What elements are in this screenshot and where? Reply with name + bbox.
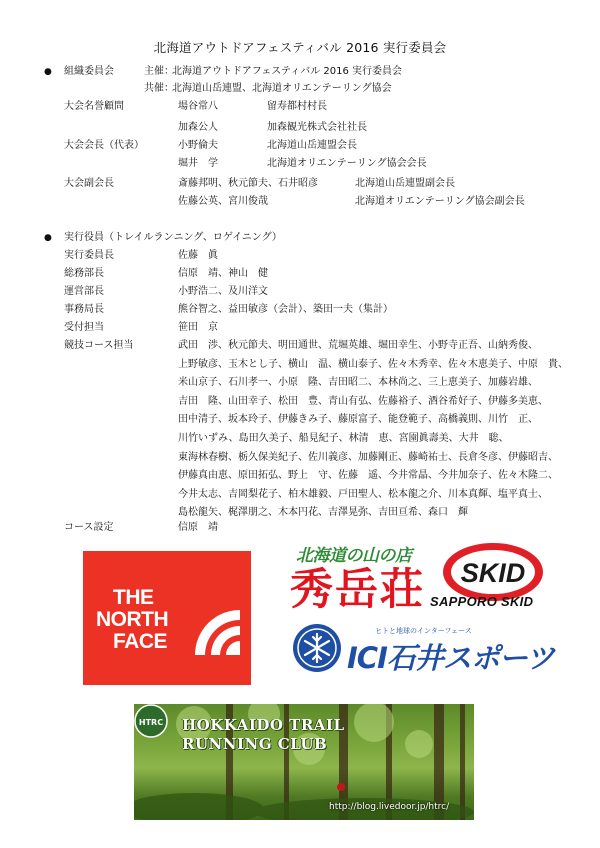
shugakuso-tagline: 北海道の山の店 <box>296 546 412 566</box>
role-value: 佐藤 眞 <box>178 250 218 261</box>
ici-ishii-sports-logo: ICI石井スポーツ <box>347 641 554 675</box>
north-face-logo <box>83 551 251 685</box>
htrc-badge-icon <box>134 704 168 738</box>
vice-names: 佐藤公英、宮川俊哉 <box>178 196 268 207</box>
tnf-word: THE <box>113 586 154 609</box>
role-label: 総務部長 <box>64 268 104 279</box>
honorary-title: 留寿都村村長 <box>267 101 327 112</box>
vice-title: 北海道オリエンテーリング協会副会長 <box>355 196 525 207</box>
competition-line: 吉田 隆、山田幸子、松田 豊、青山有弘、佐藤裕子、酒谷希好子、伊藤多美恵、 <box>178 395 548 407</box>
competition-line: 田中清子、坂本玲子、伊藤きみ子、藤原富子、能登範子、高橋義則、川竹 正、 <box>178 414 538 426</box>
skid-logo-text: SKID <box>460 558 526 588</box>
htrc-banner <box>134 704 474 820</box>
role-value: 信原 靖、神山 健 <box>178 268 268 279</box>
role-value: 熊谷智之、益田敏彦（会計）、築田一夫（集計） <box>178 304 393 315</box>
chair-title: 北海道オリエンテーリング協会会長 <box>267 158 427 169</box>
honorary-title: 加森観光株式会社社長 <box>267 122 367 133</box>
bullet-org: ● <box>44 67 52 77</box>
bullet-exec: ● <box>44 233 52 243</box>
competition-line: 島松龍矢、梶澤朋之、木本円花、吉澤晃弥、吉田亘希、森口 輝 <box>178 507 468 519</box>
course-label: コース設定 <box>64 522 114 533</box>
cohost-value: 北海道山岳連盟、北海道オリエンテーリング協会 <box>172 83 392 94</box>
htrc-url-link[interactable]: http://blog.livedoor.jp/htrc/ <box>329 802 450 812</box>
page-title: 北海道アウトドアフェスティバル 2016 実行委員会 <box>153 40 447 55</box>
chair-name: 小野倫夫 <box>178 140 218 151</box>
competition-line: 米山京子、石川孝一、小原 隆、吉田昭二、本林尚之、三上恵美子、加藤岩雄、 <box>178 377 538 389</box>
competition-line: 武田 渉、秋元節夫、明田通世、荒堀英雄、堀田幸生、小野寺正吾、山納秀俊、 <box>178 340 538 351</box>
htrc-badge-text: HTRC <box>138 718 164 727</box>
role-value: 笹田 京 <box>178 322 218 333</box>
chair-name: 堀井 学 <box>178 158 218 169</box>
role-label: 実行委員長 <box>64 250 114 261</box>
competition-line: 東海林春樹、栃久保美紀子、佐川義彦、加藤剛正、藤崎祐士、長倉冬彦、伊藤昭吉、 <box>178 451 558 463</box>
course-value: 信原 靖 <box>178 522 218 533</box>
shugakuso-logo: 秀岳荘 <box>290 565 425 615</box>
honorary-label: 大会名誉顧問 <box>64 101 124 112</box>
chair-title: 北海道山岳連盟会長 <box>267 140 357 151</box>
competition-line: 川竹いずみ、島田久美子、船見紀子、林清 恵、宮園眞壽美、大井 聡、 <box>178 432 509 444</box>
snowflake-icon <box>292 623 342 673</box>
role-label: 受付担当 <box>64 322 104 333</box>
vice-label: 大会副会長 <box>64 178 114 189</box>
role-value: 小野浩二、及川洋文 <box>178 286 268 297</box>
competition-line: 上野敏彦、玉木とし子、横山 温、横山泰子、佐々木秀幸、佐々木恵美子、中原 貴、 <box>178 358 568 370</box>
host-value: 北海道アウトドアフェスティバル 2016 実行委員会 <box>172 66 403 77</box>
competition-line: 今井太志、吉岡梨花子、柏木雄毅、戸田聖人、松本龍之介、川本真輝、塩平真士、 <box>178 488 548 500</box>
vice-title: 北海道山岳連盟副会長 <box>355 178 455 189</box>
htrc-title-line: RUNNING CLUB <box>182 735 328 753</box>
ici-tagline: ヒトと地球のインターフェース <box>375 627 472 635</box>
honorary-name: 加森公人 <box>178 122 218 133</box>
host-label: 主催： <box>144 66 174 77</box>
tnf-word: FACE <box>113 630 168 653</box>
competition-line: 伊藤真由恵、原田拓弘、野上 守、佐藤 遥、今井常晶、今井加奈子、佐々木隆二、 <box>178 470 558 482</box>
org-heading: 組織委員会 <box>64 66 114 77</box>
htrc-title-line: HOKKAIDO TRAIL <box>182 716 345 734</box>
exec-heading: 実行役員（トレイルランニング、ロゲイニング） <box>64 232 282 243</box>
honorary-name: 場谷常八 <box>178 101 218 112</box>
role-label: 事務局長 <box>64 304 104 315</box>
skid-subtitle: SAPPORO SKID <box>430 594 534 609</box>
vice-names: 斎藤邦明、秋元節夫、石井昭彦 <box>178 178 318 189</box>
role-label: 運営部長 <box>64 286 104 297</box>
competition-list <box>178 337 570 523</box>
chair-label: 大会会長（代表） <box>64 140 144 151</box>
tnf-word: NORTH <box>96 608 169 631</box>
competition-label: 競技コース担当 <box>64 340 134 351</box>
cohost-label: 共催： <box>144 83 174 94</box>
